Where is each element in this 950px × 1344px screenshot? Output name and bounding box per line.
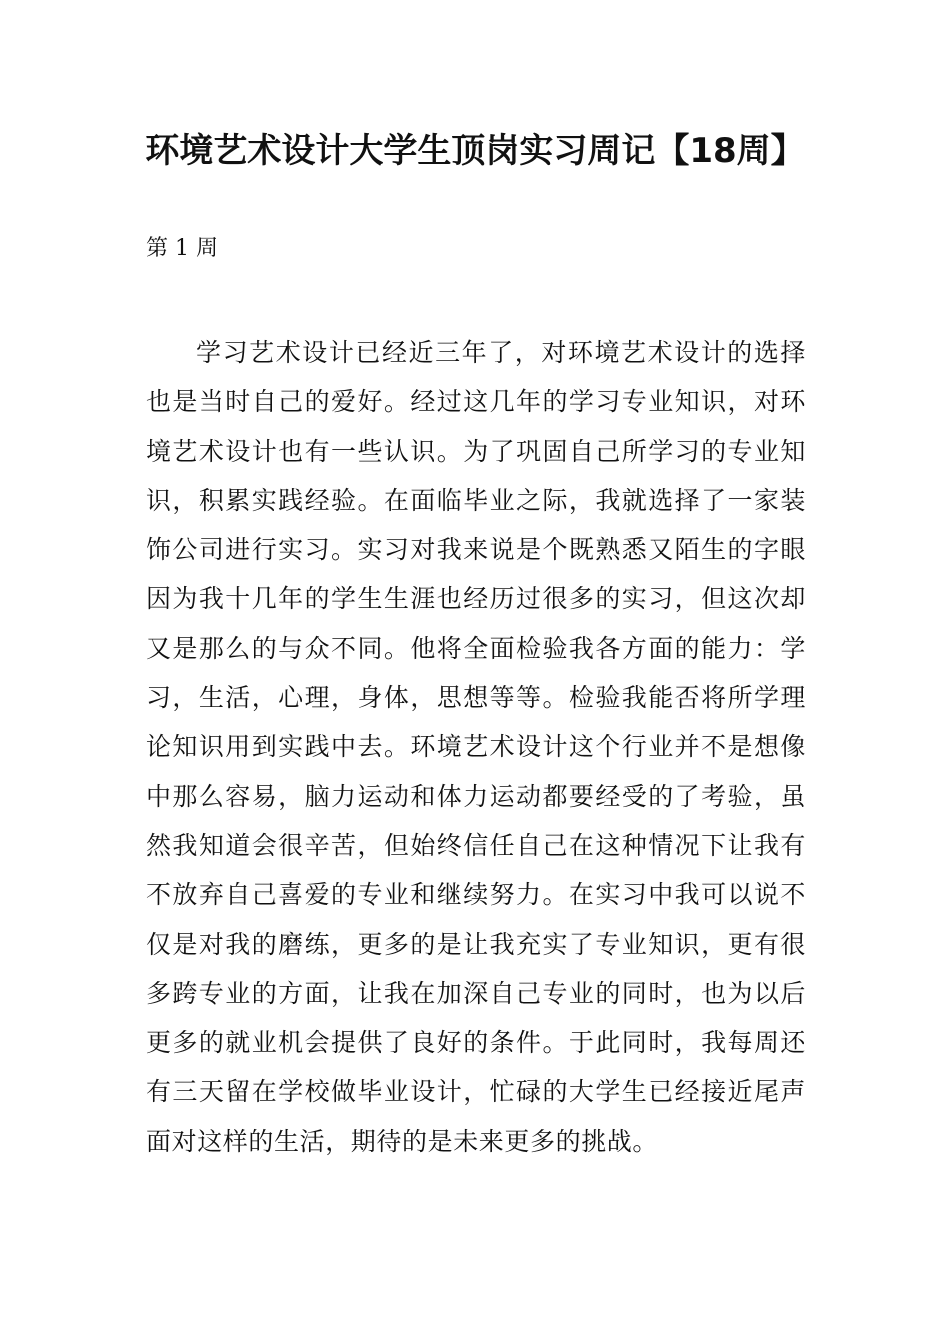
document-title: 环境艺术设计大学生顶岗实习周记【18周】 xyxy=(145,131,805,171)
body-paragraph: 学习艺术设计已经近三年了，对环境艺术设计的选择也是当时自己的爱好。经过这几年的学习专业知识，对环境艺术设计也有一些认识。为了巩固自己所学习的专业知识，积累实践经验。在面临毕业之际，我就选择了一家装饰公司进行实习。实习对我来说是个既熟悉又陌生的字眼因为我十几年的学生生涯也经历过很多的实习，但这次却又是那么的与众不同。他将全面检验我各方面的能力：学习，生活，心理，身体，思想等等。检验我能否将所学理论知识用到实践中去。环境艺术设计这个行业并不是想像中那么容易，脑力运动和体力运动都要经受的了考验，虽然我知道会很辛苦，但始终信任自己在这种情况下让我有不放弃自己喜爱的专业和继续努力。在实习中我可以说不仅是对我的磨练，更多的是让我充实了专业知识，更有很多跨专业的方面，让我在加深自己专业的同时，也为以后更多的就业机会提供了良好的条件。于此同时，我每周还有三天留在学校做毕业设计，忙碌的大学生已经接近尾声面对这样的生活，期待的是未来更多的挑战。 xyxy=(146,338,806,1156)
week-label: 第 1 周 xyxy=(146,236,218,261)
